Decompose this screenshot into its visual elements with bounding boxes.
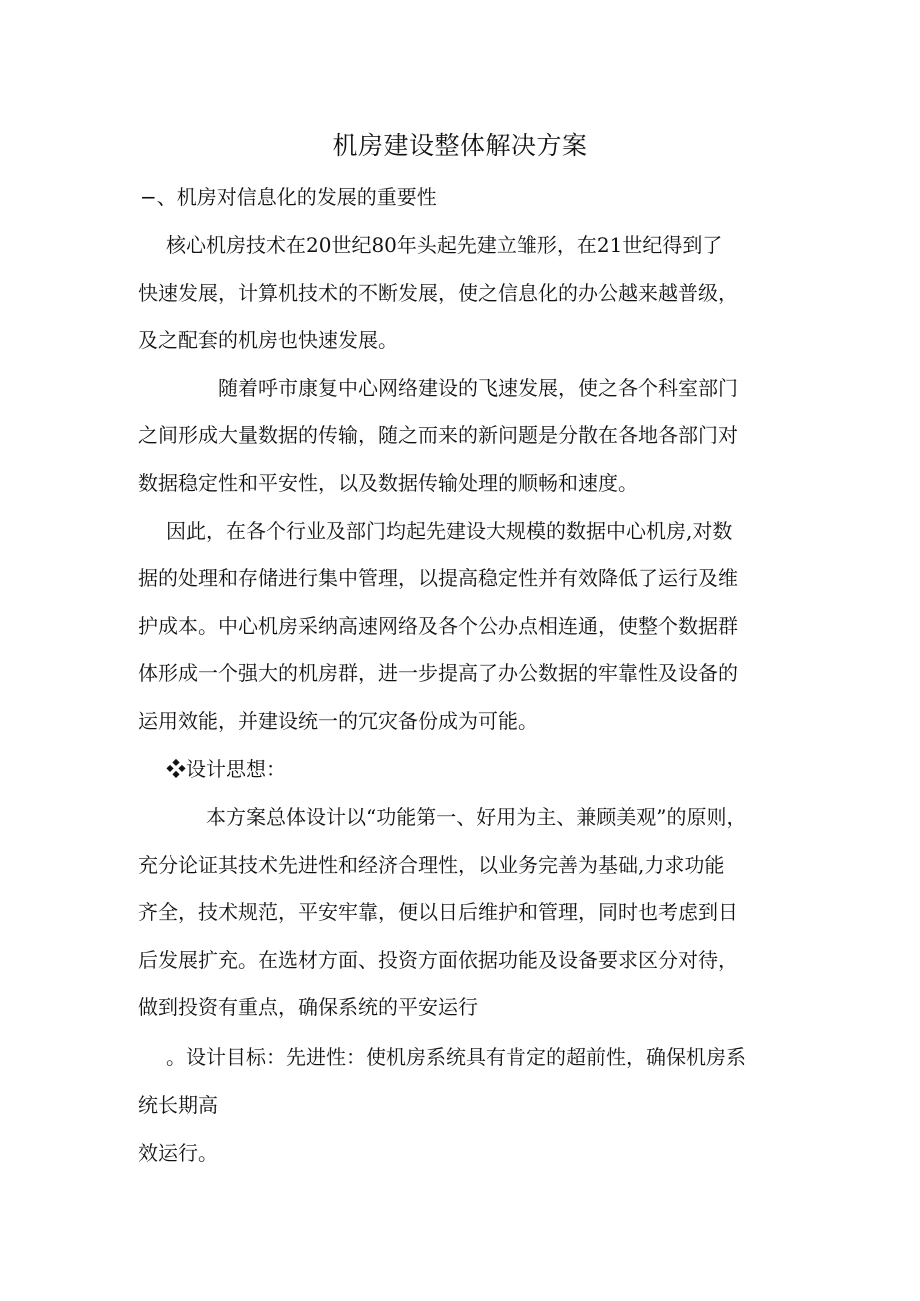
paragraph-4-line-1: 本方案总体设计以“功能第一、好用为主、兼顾美观”的原则， xyxy=(206,805,747,829)
paragraph-2-line-3: 数据稳定性和平安性，以及数据传输处理的顺畅和速度。 xyxy=(138,471,638,495)
paragraph-1-line-3: 及之配套的机房也快速发展。 xyxy=(138,328,398,352)
paragraph-4-line-3: 齐全，技术规范，平安牢靠，便以日后维护和管理，同时也考虑到日 xyxy=(138,900,738,924)
paragraph-5-line-2: 统长期高 xyxy=(138,1093,218,1117)
paragraph-1-line-1: 核心机房技术在20世纪80年头起先建立雏形，在21世纪得到了 xyxy=(166,233,723,257)
paragraph-3-line-3: 护成本。中心机房采纳高速网络及各个公办点相连通，使整个数据群 xyxy=(138,614,738,638)
paragraph-4-line-2: 充分论证其技术先进性和经济合理性，以业务完善为基础,力求功能 xyxy=(138,853,725,877)
paragraph-4-line-5: 做到投资有重点，确保系统的平安运行 xyxy=(138,995,478,1019)
section-heading: −、机房对信息化的发展的重要性 xyxy=(140,185,437,209)
paragraph-3-line-5: 运用效能，并建设统一的冗灾备份成为可能。 xyxy=(138,709,538,733)
paragraph-5-line-1: 。设计目标：先进性：使机房系统具有肯定的超前性，确保机房系 xyxy=(166,1045,746,1069)
paragraph-5-line-3: 效运行。 xyxy=(138,1141,218,1165)
design-heading: ❖设计思想： xyxy=(166,757,286,781)
paragraph-1-line-2: 快速发展，计算机技术的不断发展，使之信息化的办公越来越普级， xyxy=(138,281,738,305)
paragraph-4-line-4: 后发展扩充。在选材方面、投资方面依据功能及设备要求区分对待， xyxy=(138,948,738,972)
paragraph-2-line-2: 之间形成大量数据的传输，随之而来的新问题是分散在各地各部门对 xyxy=(138,423,738,447)
paragraph-3-line-2: 据的处理和存储进行集中管理，以提高稳定性并有效降低了运行及维 xyxy=(138,566,738,590)
paragraph-2-line-1: 随着呼市康复中心网络建设的飞速发展，使之各个科室部门 xyxy=(218,376,738,400)
paragraph-3-line-4: 体形成一个强大的机房群，进一步提高了办公数据的牢靠性及设备的 xyxy=(138,661,738,685)
document-title: 机房建设整体解决方案 xyxy=(332,131,588,160)
paragraph-3-line-1: 因此，在各个行业及部门均起先建设大规模的数据中心机房,对数 xyxy=(166,519,733,543)
